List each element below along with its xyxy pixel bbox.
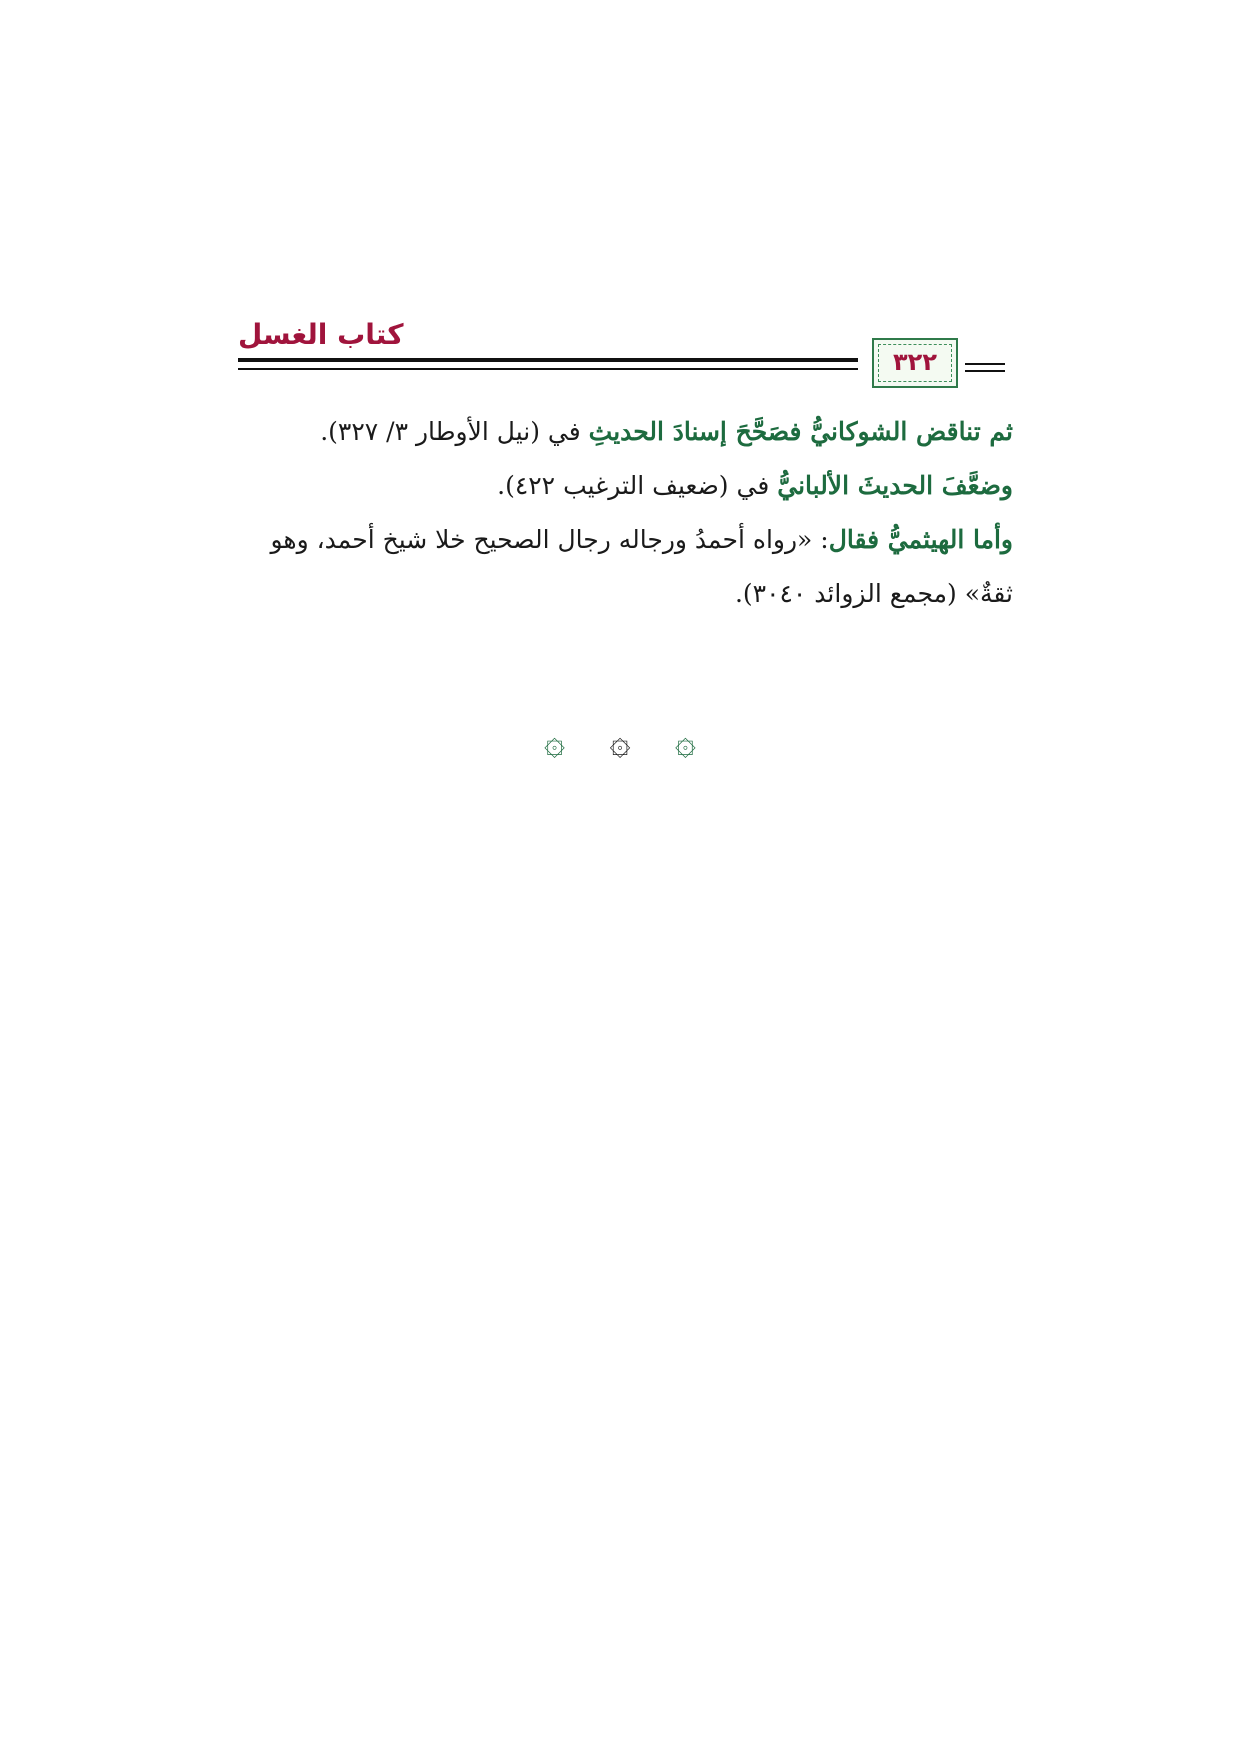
paragraph-haythami <box>238 513 1013 621</box>
paragraph-shawkani <box>238 405 1013 459</box>
page-body <box>238 405 1013 621</box>
star-ornament-icon: ۞ <box>609 722 631 763</box>
paragraph-text: في (ضعيف الترغيب ٤٢٢). <box>497 471 778 500</box>
chapter-title: كتاب الغسل <box>238 318 404 351</box>
header-tail-rule-bottom <box>965 370 1005 372</box>
page-number-frame <box>872 338 958 388</box>
highlighted-phrase: ثم تناقض الشوكانيُّ فصَحَّحَ إسنادَ الحديثِ <box>588 417 1013 446</box>
header-rule-thin <box>238 368 858 370</box>
header-tail-rule-top <box>965 363 1005 365</box>
page-header <box>238 318 1013 394</box>
star-ornament-icon: ۞ <box>674 722 696 763</box>
paragraph-albani <box>238 459 1013 513</box>
page-number: ٣٢٢ <box>893 348 937 376</box>
paragraph-text: في (نيل الأوطار ٣/ ٣٢٧). <box>320 417 589 446</box>
highlighted-phrase: وضعَّفَ الحديثَ الألبانيُّ <box>777 471 1013 500</box>
paragraph-text: : «رواه أحمدُ ورجاله رجال الصحيح خلا شيخ أحمد، وهو ثقةٌ» (مجمع الزوائد ٣٠٤٠). <box>270 525 1013 608</box>
section-end-ornaments <box>0 722 1240 763</box>
highlighted-phrase: وأما الهيثميُّ فقال <box>828 525 1013 554</box>
star-ornament-icon: ۞ <box>544 722 566 763</box>
header-rule-thick <box>238 358 858 362</box>
